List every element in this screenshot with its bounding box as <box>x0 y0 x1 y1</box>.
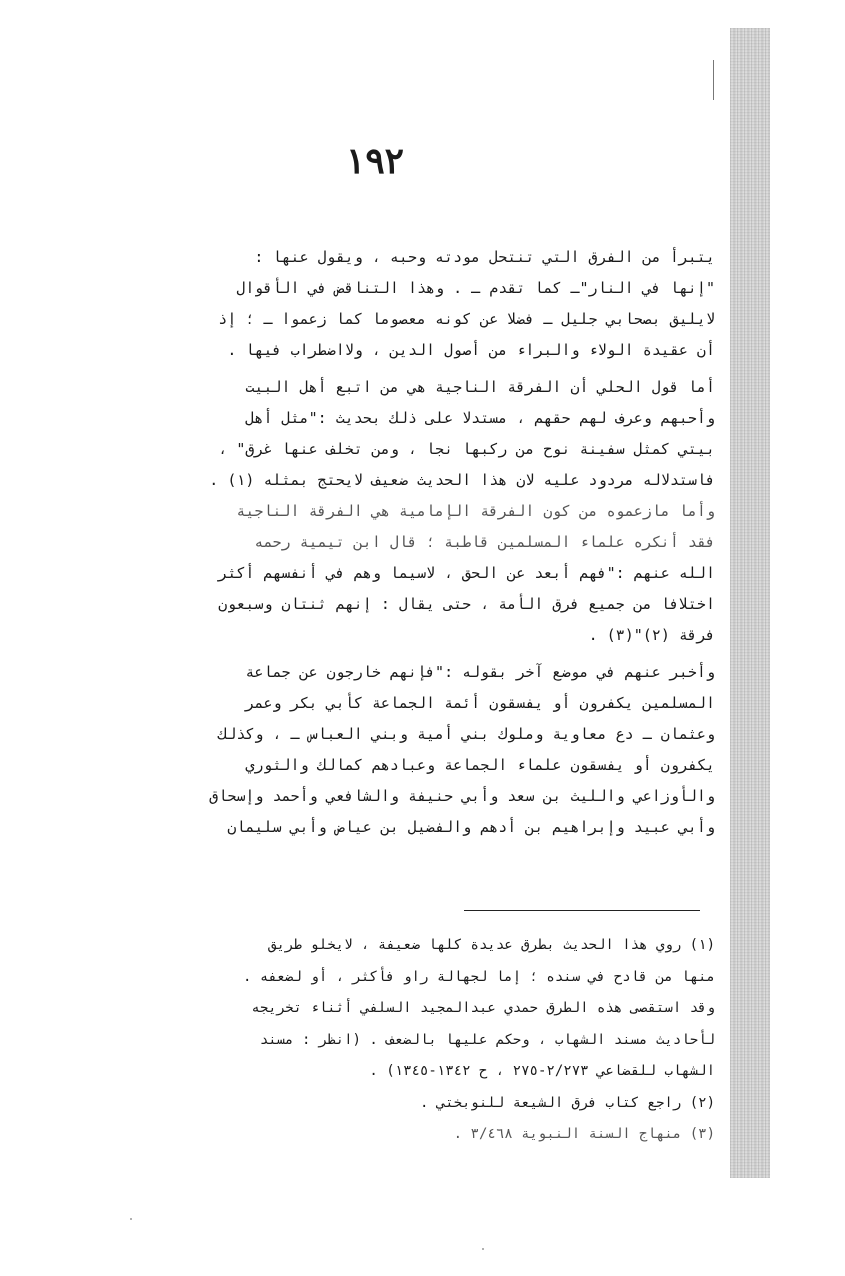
text-line: وأحبهم وعرف لهم حقهم ، مستدلا على ذلك بحديث :"مثل أهل <box>245 409 715 427</box>
paragraph <box>100 657 715 843</box>
text-line: لايليق بصحابي جليل ـ فضلا عن كونه معصوما كما زعموا ـ ؛ إذ <box>218 310 715 328</box>
footnote-line: (٢) راجع كتاب فرق الشيعة للنوبختي . <box>419 1094 715 1111</box>
text-line: والأوزاعي والليث بن سعد وأبي حنيفة والشافعي وأحمد وإسحاق <box>209 787 715 805</box>
text-line: الله عنهم :"فهم أبعد عن الحق ، لاسيما وهم في أنفسهم أكثر <box>218 564 715 582</box>
paragraph <box>100 496 715 651</box>
text-line: أما قول الحلي أن الفرقة الناجية هي من اتبع أهل البيت <box>245 378 715 396</box>
text-line: فرقة (٢)"(٣) . <box>588 626 715 644</box>
body-text <box>100 242 715 843</box>
footnote-separator <box>464 910 700 911</box>
text-line: وأما مازعموه من كون الفرقة الإمامية هي الفرقة الناجية <box>236 502 715 520</box>
footnote-line: وقد استقصى هذه الطرق حمدي عبدالمجيد السلفي أثناء تخريجه <box>251 1000 715 1016</box>
text-line: وأخبر عنهم في موضع آخر بقوله :"فإنهم خارجون عن جماعة <box>245 663 715 681</box>
scan-mark <box>713 60 714 100</box>
text-line: "إنها في النار"ـ كما تقدم ـ . وهذا التناقض في الأقوال <box>236 279 715 297</box>
footnote-line: (٣) منهاج السنة النبوية ٣/٤٦٨ . <box>453 1126 715 1142</box>
text-line: يكفرون أو يفسقون علماء الجماعة وعبادهم كمالك والثوري <box>245 756 715 774</box>
scan-speck <box>130 1218 132 1220</box>
text-line: يتبرأ من الفرق التي تنتحل مودته وحبه ، ويقول عنها : <box>254 248 715 266</box>
paragraph <box>100 372 715 496</box>
page-number: ١٩٢ <box>345 140 404 182</box>
footnote-line: لأحاديث مسند الشهاب ، وحكم عليها بالضعف . (انظر : مسند <box>259 1031 715 1048</box>
footnotes <box>100 930 715 1151</box>
text-line: وأبي عبيد وإبراهيم بن أدهم والفضيل بن عياض وأبي سليمان <box>227 818 715 836</box>
footnote-line: منها من قادح في سنده ؛ إما لجهالة راو فأكثر ، أو لضعفه . <box>242 968 715 985</box>
scan-speck <box>482 1248 484 1250</box>
text-line: بيتي كمثل سفينة نوح من ركبها نجا ، ومن تخلف عنها غرق" ، <box>218 440 715 458</box>
text-line: فقد أنكره علماء المسلمين قاطبة ؛ قال ابن تيمية رحمه <box>254 533 715 551</box>
paragraph <box>100 242 715 366</box>
footnote-line: الشهاب للقضاعي ٢/٢٧٣-٢٧٥ ، ح ١٣٤٢-١٣٤٥) . <box>369 1063 715 1079</box>
text-line: فاستدلاله مردود عليه لان هذا الحديث ضعيف لايحتج بمثله (١) . <box>209 471 715 489</box>
scan-binding-edge <box>730 28 770 1178</box>
text-line: اختلافا من جميع فرق الأمة ، حتى يقال : إنهم ثنتان وسبعون <box>218 595 715 613</box>
footnote-line: (١) روي هذا الحديث بطرق عديدة كلها ضعيفة ، لايخلو طريق <box>268 937 715 953</box>
text-line: وعثمان ـ دع معاوية وملوك بني أمية وبني العباس ـ ، وكذلك <box>218 725 715 743</box>
text-line: أن عقيدة الولاء والبراء من أصول الدين ، ولااضطراب فيها . <box>227 341 715 359</box>
text-line: المسلمين يكفرون أو يفسقون أئمة الجماعة كأبي بكر وعمر <box>245 694 715 712</box>
